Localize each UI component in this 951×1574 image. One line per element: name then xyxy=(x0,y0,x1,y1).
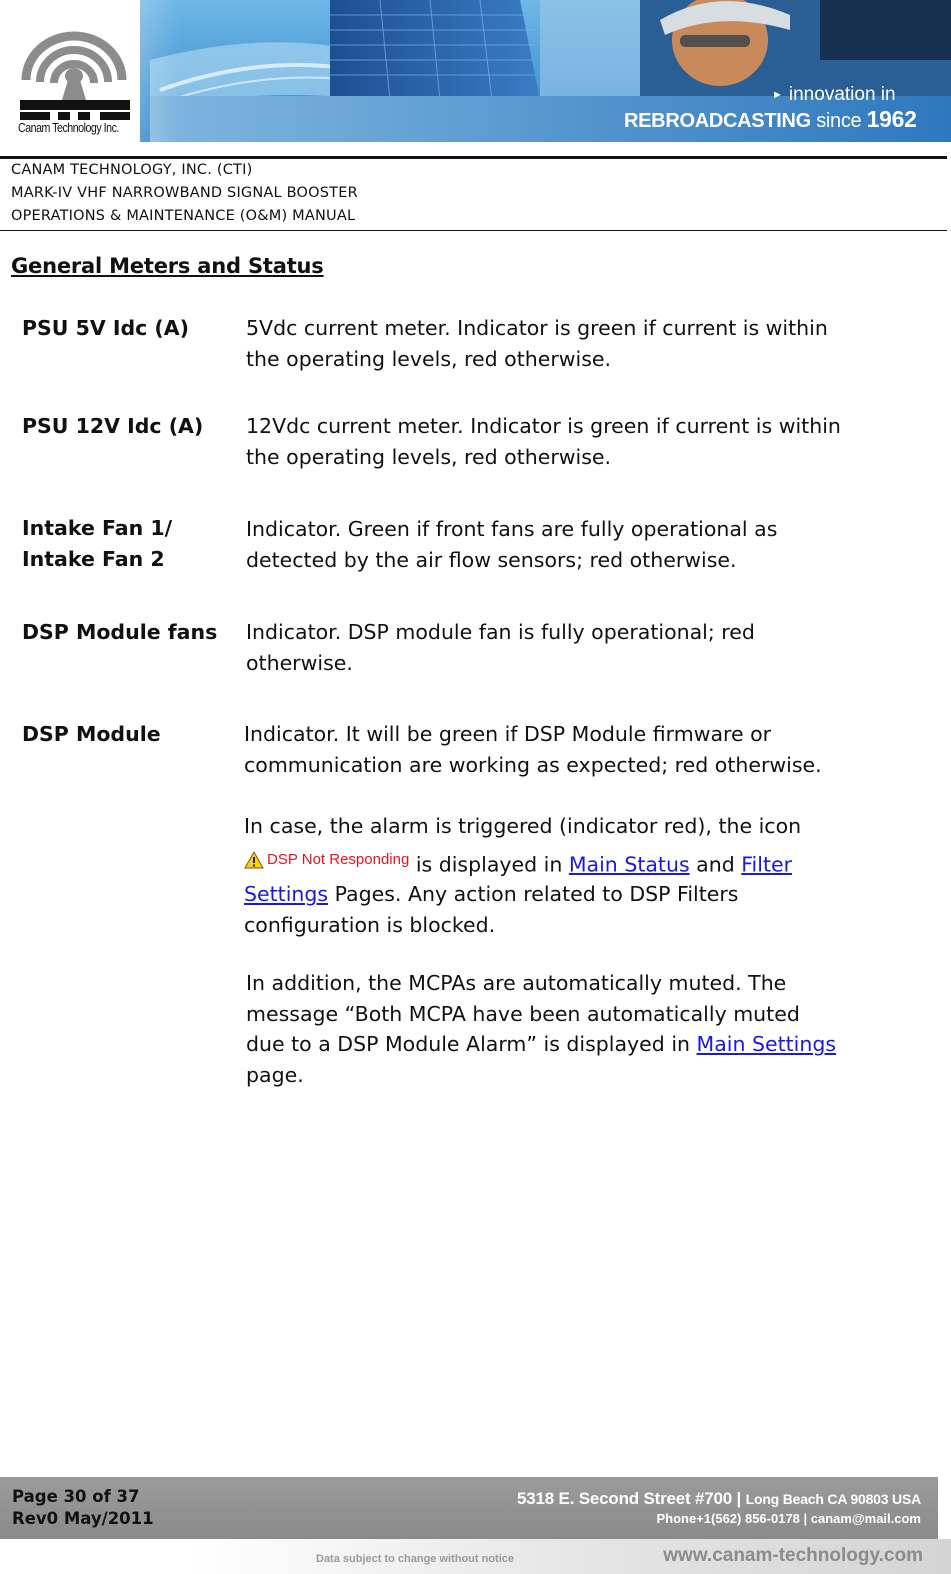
desc-dsp-module-p1 xyxy=(244,719,822,780)
term-psu-5v: PSU 5V Idc (A) xyxy=(22,316,190,340)
term-dsp-module-fans: DSP Module fans xyxy=(22,620,218,644)
desc-line: detected by the air flow sensors; red otherwise. xyxy=(246,547,737,572)
link-filter-settings-part1[interactable]: Filter xyxy=(741,851,793,876)
banner-tagline-2 xyxy=(624,106,917,133)
desc-line: message “Both MCPA have been automatically muted xyxy=(246,1001,800,1026)
footer-street: 5318 E. Second Street #700 | xyxy=(517,1489,746,1508)
desc-line: Indicator. Green if front fans are fully operational as xyxy=(246,517,778,541)
footer-address xyxy=(517,1489,921,1509)
desc-line: 5Vdc current meter. Indicator is green if current is within xyxy=(246,316,828,340)
desc-dsp-module-fans xyxy=(246,617,755,678)
term-dsp-module: DSP Module xyxy=(22,722,161,746)
desc-line: the operating levels, red otherwise. xyxy=(246,346,612,371)
footer-page-number: Page 30 of 37 xyxy=(12,1487,140,1506)
tagline-text: innovation in xyxy=(788,84,896,105)
desc-text: is displayed in xyxy=(409,851,569,876)
desc-psu-5v xyxy=(246,313,828,374)
link-filter-settings-part2[interactable]: Settings xyxy=(244,882,329,907)
tagline-rebroadcasting: REBROADCASTING xyxy=(624,110,811,132)
term-line: Intake Fan 2 xyxy=(22,547,165,571)
desc-text: Pages. Any action related to DSP Filters xyxy=(328,882,739,907)
footer-revision: Rev0 May/2011 xyxy=(12,1509,154,1528)
desc-psu-12v xyxy=(246,411,841,472)
desc-dsp-module-p3 xyxy=(246,968,946,1090)
header-bottom-rule xyxy=(0,230,947,231)
desc-line-with-badge xyxy=(244,845,934,880)
footer-notice: Data subject to change without notice xyxy=(316,1553,515,1565)
desc-line: 12Vdc current meter. Indicator is green if current is within xyxy=(246,414,841,438)
desc-line: the operating levels, red otherwise. xyxy=(246,444,612,469)
desc-intake-fan xyxy=(246,514,777,575)
desc-text: due to a DSP Module Alarm” is displayed in xyxy=(246,1032,697,1056)
desc-line: communication are working as expected; red otherwise. xyxy=(244,752,822,777)
term-psu-12v: PSU 12V Idc (A) xyxy=(22,414,204,438)
footer-city: Long Beach CA 90803 USA xyxy=(745,1491,921,1507)
desc-line: otherwise. xyxy=(246,650,353,675)
badge-text: DSP Not Responding xyxy=(267,850,410,868)
desc-line xyxy=(246,1029,946,1060)
header-company: CANAM TECHNOLOGY, INC. (CTI) xyxy=(11,162,253,178)
footer-phone-email: Phone+1(562) 856-0178 | canam@mail.com xyxy=(656,1511,921,1526)
desc-line: page. xyxy=(246,1062,304,1087)
desc-line: In case, the alarm is triggered (indicator red), the icon xyxy=(244,814,802,838)
banner-tagline-1 xyxy=(772,84,896,106)
desc-text: and xyxy=(689,851,742,876)
warning-triangle-icon xyxy=(244,851,264,869)
page-banner xyxy=(0,0,951,142)
logo-company-name: Canam Technology Inc. xyxy=(18,120,119,135)
footer-website[interactable]: www.canam-technology.com xyxy=(663,1545,923,1566)
desc-line: Indicator. DSP module fan is fully operational; red xyxy=(246,620,755,644)
desc-dsp-module-p2 xyxy=(244,811,934,940)
term-line: Intake Fan 1/ xyxy=(22,516,173,540)
tagline-since: since xyxy=(816,110,862,132)
header-top-rule xyxy=(0,156,947,159)
desc-line xyxy=(244,879,934,910)
desc-line: Indicator. It will be green if DSP Module firmware or xyxy=(244,722,772,746)
term-intake-fan xyxy=(22,513,172,575)
dsp-not-responding-badge xyxy=(244,845,409,876)
link-main-status[interactable]: Main Status xyxy=(568,851,690,876)
tagline-year: 1962 xyxy=(866,106,917,132)
section-title: General Meters and Status xyxy=(11,254,324,278)
header-manual: OPERATIONS & MAINTENANCE (O&M) MANUAL xyxy=(11,208,356,224)
desc-line: In addition, the MCPAs are automatically muted. The xyxy=(246,971,787,995)
link-main-settings[interactable]: Main Settings xyxy=(696,1032,837,1056)
play-arrow-icon: ► xyxy=(772,89,783,101)
header-product: MARK-IV VHF NARROWBAND SIGNAL BOOSTER xyxy=(11,185,358,201)
desc-line: configuration is blocked. xyxy=(244,912,496,937)
